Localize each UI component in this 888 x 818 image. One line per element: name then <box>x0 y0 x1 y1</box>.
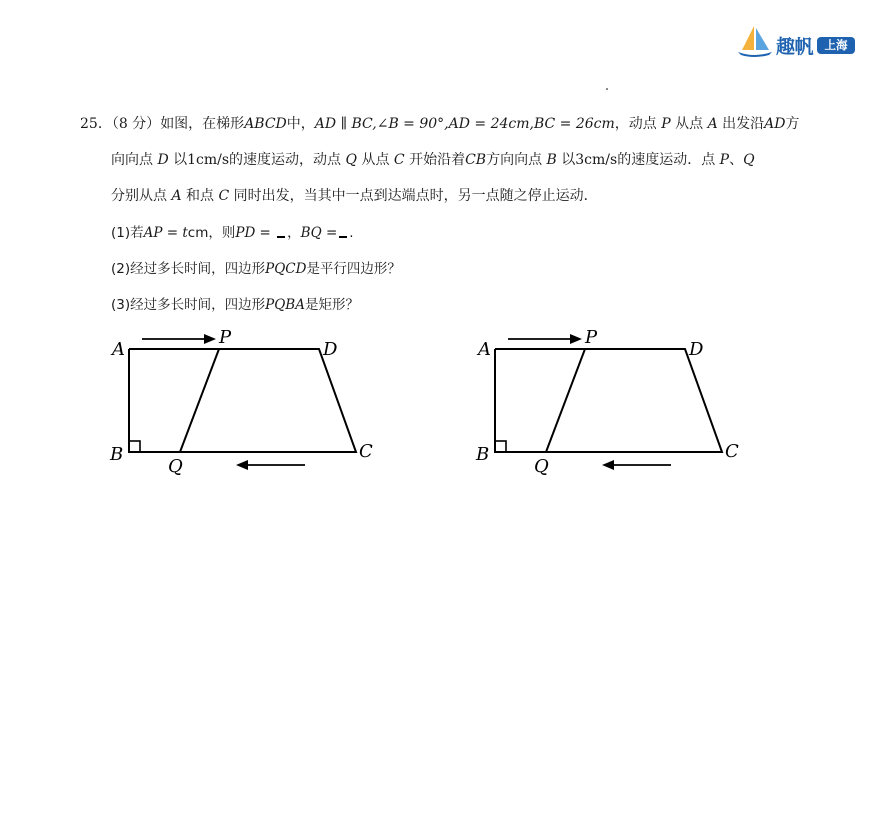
arrowhead-left <box>602 460 614 470</box>
math: P <box>719 152 730 168</box>
right-angle-mark <box>495 441 506 452</box>
trapezoid-outline <box>129 349 356 452</box>
math: P <box>661 116 671 132</box>
text: 以3cm/s的速度运动．点 <box>556 152 720 168</box>
logo <box>736 24 858 60</box>
math: PQBA <box>265 297 305 313</box>
answer-blank-bq[interactable] <box>339 226 347 238</box>
text: 分别从点 <box>111 188 172 204</box>
text: 、 <box>729 152 744 168</box>
segment-pq <box>180 349 219 452</box>
question-points: （8 分） <box>111 116 161 132</box>
question-line-2 <box>111 149 755 169</box>
label-c: C <box>725 441 739 462</box>
text: 出发沿 <box>717 116 765 132</box>
question-number: 25． <box>80 116 112 132</box>
text: (1)若 <box>111 225 144 241</box>
label-a: A <box>478 339 491 360</box>
text: 如图，在梯形 <box>160 116 245 132</box>
text: 中， <box>286 116 315 132</box>
arrowhead-right <box>570 334 582 344</box>
math-given-conditions: AD ∥ BC,∠B = 90°,AD = 24cm,BC = 26cm <box>314 116 615 132</box>
text: 从点 <box>357 152 394 168</box>
sub-question-3 <box>111 293 359 313</box>
label-p: P <box>585 327 598 348</box>
text: ， <box>287 225 301 241</box>
question-line-1 <box>80 113 800 133</box>
math: BQ = <box>300 225 338 241</box>
label-p: P <box>219 327 232 348</box>
math: A <box>707 116 718 132</box>
sailboat-icon <box>736 24 774 58</box>
text: 开始沿着 <box>404 152 466 168</box>
math: CB <box>465 152 487 168</box>
math: A <box>171 188 182 204</box>
right-angle-mark <box>129 441 140 452</box>
text: 同时出发，当其中一点到达端点时，另一点随之停止运动． <box>229 188 598 204</box>
text: 和点 <box>181 188 219 204</box>
math: C <box>218 188 230 204</box>
math: AD <box>764 116 786 132</box>
math: Q <box>743 152 755 168</box>
label-q: Q <box>534 456 549 477</box>
stray-dot <box>606 88 608 90</box>
label-d: D <box>689 339 704 360</box>
text: ，动点 <box>614 116 662 132</box>
logo-name: 趣帆 <box>776 36 814 58</box>
logo-badge: 上海 <box>817 37 855 54</box>
text: 向向点 <box>111 152 158 168</box>
text: (3)经过多长时间，四边形 <box>111 297 266 313</box>
text: 以1cm/s的速度运动，动点 <box>168 152 346 168</box>
arrowhead-right <box>204 334 216 344</box>
trapezoid-outline <box>495 349 722 452</box>
label-a: A <box>112 339 125 360</box>
label-d: D <box>323 339 338 360</box>
sub-question-2 <box>111 257 401 277</box>
text: . <box>349 225 354 241</box>
text: 从点 <box>670 116 708 132</box>
label-b: B <box>476 444 490 465</box>
answer-blank-pd[interactable] <box>277 226 285 238</box>
math: D <box>157 152 169 168</box>
text: cm，则 <box>187 225 236 241</box>
text: 方向向点 <box>486 152 547 168</box>
math: PQCD <box>265 261 307 277</box>
label-c: C <box>359 441 373 462</box>
math: B <box>546 152 557 168</box>
label-q: Q <box>168 456 183 477</box>
segment-pq <box>546 349 585 452</box>
sub-question-1 <box>111 221 354 241</box>
text: (2)经过多长时间，四边形 <box>111 261 266 277</box>
trapezoid-figure-2 <box>466 322 756 482</box>
text: 方 <box>785 116 800 132</box>
math: ABCD <box>244 116 287 132</box>
math: AP = t <box>143 225 188 241</box>
text: 是矩形？ <box>304 297 359 313</box>
question-line-3 <box>111 185 598 205</box>
math: C <box>393 152 405 168</box>
label-b: B <box>110 444 124 465</box>
math: Q <box>345 152 357 168</box>
trapezoid-figure-1 <box>100 322 390 482</box>
arrowhead-left <box>236 460 248 470</box>
math: PD = <box>235 225 276 241</box>
text: 是平行四边形？ <box>306 261 401 277</box>
